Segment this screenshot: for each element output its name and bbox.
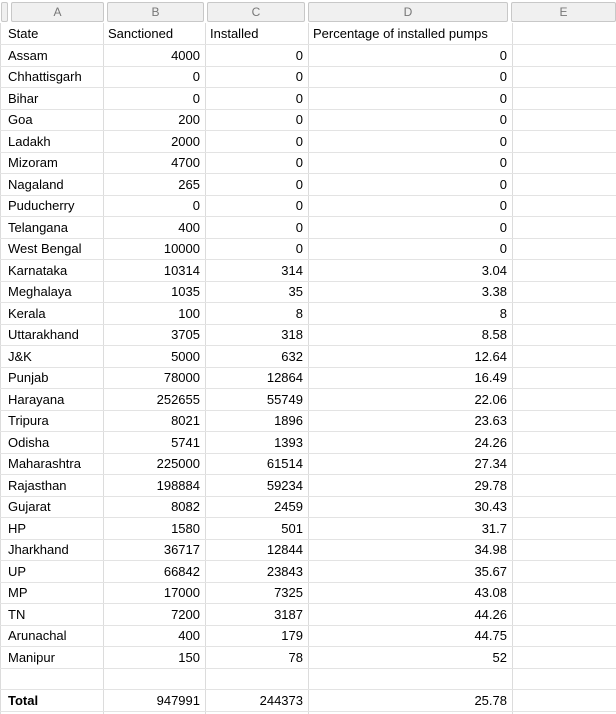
cell-total-label[interactable]: Total	[1, 690, 104, 712]
cell-installed[interactable]: 0	[206, 66, 309, 88]
cell-empty[interactable]	[513, 281, 616, 303]
cell-empty[interactable]	[513, 604, 616, 626]
cell-percentage[interactable]: 44.75	[309, 625, 513, 647]
cell-installed[interactable]: 501	[206, 518, 309, 540]
cell-empty[interactable]	[513, 475, 616, 497]
cell-state[interactable]: Arunachal	[1, 625, 104, 647]
table-row	[1, 410, 616, 432]
table-row	[1, 647, 616, 669]
cell-empty[interactable]	[513, 303, 616, 325]
cell-sanctioned[interactable]: 3705	[104, 324, 206, 346]
cell-empty[interactable]	[206, 668, 309, 690]
table-row	[1, 152, 616, 174]
cell-state[interactable]: TN	[1, 604, 104, 626]
cell-sanctioned[interactable]: 10000	[104, 238, 206, 260]
cell-sanctioned[interactable]: 100	[104, 303, 206, 325]
header-cell-empty[interactable]	[513, 23, 616, 45]
cell-sanctioned[interactable]: 36717	[104, 539, 206, 561]
cell-empty[interactable]	[513, 496, 616, 518]
cell-percentage[interactable]: 0	[309, 45, 513, 67]
cell-empty[interactable]	[513, 195, 616, 217]
table-row	[1, 453, 616, 475]
cell-state[interactable]: Bihar	[1, 88, 104, 110]
cell-sanctioned[interactable]: 0	[104, 66, 206, 88]
cell-empty[interactable]	[513, 690, 616, 712]
cell-percentage[interactable]: 8	[309, 303, 513, 325]
cell-state[interactable]: Kerala	[1, 303, 104, 325]
cell-percentage[interactable]: 0	[309, 109, 513, 131]
table-row	[1, 582, 616, 604]
table-row	[1, 346, 616, 368]
table-row	[1, 625, 616, 647]
cell-percentage[interactable]: 3.04	[309, 260, 513, 282]
cell-installed[interactable]: 179	[206, 625, 309, 647]
cell-sanctioned[interactable]: 400	[104, 625, 206, 647]
table-row	[1, 174, 616, 196]
cell-percentage[interactable]: 23.63	[309, 410, 513, 432]
cell-percentage[interactable]: 29.78	[309, 475, 513, 497]
cell-installed[interactable]: 3187	[206, 604, 309, 626]
cell-empty[interactable]	[513, 389, 616, 411]
cell-percentage[interactable]: 8.58	[309, 324, 513, 346]
cell-sanctioned[interactable]: 252655	[104, 389, 206, 411]
cell-installed[interactable]: 1393	[206, 432, 309, 454]
cell-state[interactable]: HP	[1, 518, 104, 540]
table-row	[1, 195, 616, 217]
cell-total-sanctioned[interactable]: 947991	[104, 690, 206, 712]
cell-installed[interactable]: 2459	[206, 496, 309, 518]
cell-sanctioned[interactable]: 10314	[104, 260, 206, 282]
table-row	[1, 131, 616, 153]
table-row	[1, 281, 616, 303]
cell-percentage[interactable]: 30.43	[309, 496, 513, 518]
table-row	[1, 475, 616, 497]
cell-state[interactable]: Gujarat	[1, 496, 104, 518]
cell-empty[interactable]	[513, 539, 616, 561]
cell-total-installed[interactable]: 244373	[206, 690, 309, 712]
cell-empty[interactable]	[513, 668, 616, 690]
cell-empty[interactable]	[513, 109, 616, 131]
cell-installed[interactable]: 0	[206, 238, 309, 260]
cell-percentage[interactable]: 0	[309, 195, 513, 217]
cell-installed[interactable]: 35	[206, 281, 309, 303]
cell-percentage[interactable]: 0	[309, 131, 513, 153]
cell-sanctioned[interactable]: 225000	[104, 453, 206, 475]
cell-percentage[interactable]: 0	[309, 238, 513, 260]
cell-percentage[interactable]: 3.38	[309, 281, 513, 303]
table-row	[1, 66, 616, 88]
table-row	[1, 518, 616, 540]
cell-sanctioned[interactable]: 1580	[104, 518, 206, 540]
total-row	[1, 690, 616, 712]
cell-sanctioned[interactable]: 198884	[104, 475, 206, 497]
cell-sanctioned[interactable]: 265	[104, 174, 206, 196]
cell-empty[interactable]	[1, 668, 104, 690]
cell-sanctioned[interactable]: 78000	[104, 367, 206, 389]
header-cell-state[interactable]: State	[1, 23, 104, 45]
cell-percentage[interactable]: 35.67	[309, 561, 513, 583]
cell-empty[interactable]	[513, 410, 616, 432]
cell-installed[interactable]: 0	[206, 195, 309, 217]
header-cell-percentage[interactable]: Percentage of installed pumps	[309, 23, 513, 45]
column-header-e[interactable]: E	[511, 2, 616, 22]
cell-sanctioned[interactable]: 1035	[104, 281, 206, 303]
cell-sanctioned[interactable]: 0	[104, 88, 206, 110]
cell-percentage[interactable]: 52	[309, 647, 513, 669]
cell-state[interactable]: Odisha	[1, 432, 104, 454]
cell-sanctioned[interactable]: 66842	[104, 561, 206, 583]
cell-state[interactable]: Harayana	[1, 389, 104, 411]
header-cell-installed[interactable]: Installed	[206, 23, 309, 45]
cell-state[interactable]: West Bengal	[1, 238, 104, 260]
cell-percentage[interactable]: 34.98	[309, 539, 513, 561]
cell-installed[interactable]: 0	[206, 174, 309, 196]
cell-sanctioned[interactable]: 400	[104, 217, 206, 239]
cell-installed[interactable]: 318	[206, 324, 309, 346]
cell-percentage[interactable]: 0	[309, 152, 513, 174]
cell-sanctioned[interactable]: 4000	[104, 45, 206, 67]
cell-sanctioned[interactable]: 4700	[104, 152, 206, 174]
cell-installed[interactable]: 12844	[206, 539, 309, 561]
table-row	[1, 324, 616, 346]
cell-installed[interactable]: 59234	[206, 475, 309, 497]
cell-empty[interactable]	[513, 453, 616, 475]
cell-installed[interactable]: 7325	[206, 582, 309, 604]
cell-sanctioned[interactable]: 150	[104, 647, 206, 669]
cell-sanctioned[interactable]: 5000	[104, 346, 206, 368]
cell-sanctioned[interactable]: 0	[104, 195, 206, 217]
cell-state[interactable]: Puducherry	[1, 195, 104, 217]
cell-sanctioned[interactable]: 17000	[104, 582, 206, 604]
cell-empty[interactable]	[513, 346, 616, 368]
cell-percentage[interactable]: 0	[309, 88, 513, 110]
table-row	[1, 367, 616, 389]
cell-state[interactable]: Telangana	[1, 217, 104, 239]
cell-empty[interactable]	[513, 324, 616, 346]
cell-sanctioned[interactable]: 8082	[104, 496, 206, 518]
cell-state[interactable]: Chhattisgarh	[1, 66, 104, 88]
cell-percentage[interactable]: 43.08	[309, 582, 513, 604]
cell-installed[interactable]: 0	[206, 131, 309, 153]
cell-percentage[interactable]: 0	[309, 217, 513, 239]
cell-installed[interactable]: 1896	[206, 410, 309, 432]
cell-state[interactable]: Maharashtra	[1, 453, 104, 475]
cell-state[interactable]: Karnataka	[1, 260, 104, 282]
cell-empty[interactable]	[513, 131, 616, 153]
header-cell-sanctioned[interactable]: Sanctioned	[104, 23, 206, 45]
cell-state[interactable]: Ladakh	[1, 131, 104, 153]
cell-empty[interactable]	[513, 625, 616, 647]
cell-state[interactable]: Meghalaya	[1, 281, 104, 303]
cell-percentage[interactable]: 31.7	[309, 518, 513, 540]
cell-state[interactable]: Rajasthan	[1, 475, 104, 497]
blank-row	[1, 668, 616, 690]
cell-installed[interactable]: 314	[206, 260, 309, 282]
cell-state[interactable]: Assam	[1, 45, 104, 67]
table-row	[1, 238, 616, 260]
table-row	[1, 88, 616, 110]
cell-installed[interactable]: 8	[206, 303, 309, 325]
cell-state[interactable]: Punjab	[1, 367, 104, 389]
cell-empty[interactable]	[513, 238, 616, 260]
cell-empty[interactable]	[513, 174, 616, 196]
cell-percentage[interactable]: 44.26	[309, 604, 513, 626]
cell-percentage[interactable]: 22.06	[309, 389, 513, 411]
cell-empty[interactable]	[513, 260, 616, 282]
table-row	[1, 539, 616, 561]
cell-state[interactable]: Mizoram	[1, 152, 104, 174]
cell-sanctioned[interactable]: 7200	[104, 604, 206, 626]
cell-state[interactable]: UP	[1, 561, 104, 583]
cell-installed[interactable]: 0	[206, 45, 309, 67]
column-header-b[interactable]: B	[107, 2, 204, 22]
cell-total-percentage[interactable]: 25.78	[309, 690, 513, 712]
cell-installed[interactable]: 61514	[206, 453, 309, 475]
cell-state[interactable]: Goa	[1, 109, 104, 131]
cell-empty[interactable]	[513, 561, 616, 583]
cell-state[interactable]: Manipur	[1, 647, 104, 669]
cell-state[interactable]: Uttarakhand	[1, 324, 104, 346]
cell-installed[interactable]: 0	[206, 88, 309, 110]
cell-installed[interactable]: 78	[206, 647, 309, 669]
cell-installed[interactable]: 12864	[206, 367, 309, 389]
table-row	[1, 45, 616, 67]
table-row	[1, 604, 616, 626]
cell-installed[interactable]: 23843	[206, 561, 309, 583]
table-row	[1, 496, 616, 518]
data-grid	[0, 23, 616, 714]
cell-empty[interactable]	[513, 582, 616, 604]
cell-sanctioned[interactable]: 5741	[104, 432, 206, 454]
cell-percentage[interactable]: 0	[309, 174, 513, 196]
column-header-c[interactable]: C	[207, 2, 305, 22]
cell-state[interactable]: J&K	[1, 346, 104, 368]
table-row	[1, 109, 616, 131]
cell-percentage[interactable]: 16.49	[309, 367, 513, 389]
cell-empty[interactable]	[513, 518, 616, 540]
cell-installed[interactable]: 0	[206, 217, 309, 239]
cell-installed[interactable]: 55749	[206, 389, 309, 411]
cell-percentage[interactable]: 24.26	[309, 432, 513, 454]
cell-installed[interactable]: 0	[206, 109, 309, 131]
cell-empty[interactable]	[309, 668, 513, 690]
cell-state[interactable]: Jharkhand	[1, 539, 104, 561]
table-row	[1, 260, 616, 282]
table-row	[1, 561, 616, 583]
table-row	[1, 303, 616, 325]
cell-installed[interactable]: 632	[206, 346, 309, 368]
cell-state[interactable]: Tripura	[1, 410, 104, 432]
table-row	[1, 432, 616, 454]
cell-empty[interactable]	[513, 647, 616, 669]
cell-empty[interactable]	[513, 88, 616, 110]
sheet-body	[1, 45, 616, 714]
cell-empty[interactable]	[513, 217, 616, 239]
cell-empty[interactable]	[513, 432, 616, 454]
cell-installed[interactable]: 0	[206, 152, 309, 174]
cell-percentage[interactable]: 12.64	[309, 346, 513, 368]
cell-state[interactable]: MP	[1, 582, 104, 604]
column-header-d[interactable]: D	[308, 2, 508, 22]
cell-empty[interactable]	[513, 367, 616, 389]
cell-percentage[interactable]: 0	[309, 66, 513, 88]
column-header-a[interactable]: A	[11, 2, 104, 22]
cell-sanctioned[interactable]: 200	[104, 109, 206, 131]
table-row	[1, 389, 616, 411]
cell-percentage[interactable]: 27.34	[309, 453, 513, 475]
cell-empty[interactable]	[513, 45, 616, 67]
cell-empty[interactable]	[104, 668, 206, 690]
cell-sanctioned[interactable]: 2000	[104, 131, 206, 153]
column-header-row	[0, 0, 616, 23]
header-row	[1, 23, 616, 45]
table-row	[1, 217, 616, 239]
cell-empty[interactable]	[513, 152, 616, 174]
cell-state[interactable]: Nagaland	[1, 174, 104, 196]
cell-empty[interactable]	[513, 66, 616, 88]
corner-stub[interactable]	[1, 2, 8, 22]
cell-sanctioned[interactable]: 8021	[104, 410, 206, 432]
